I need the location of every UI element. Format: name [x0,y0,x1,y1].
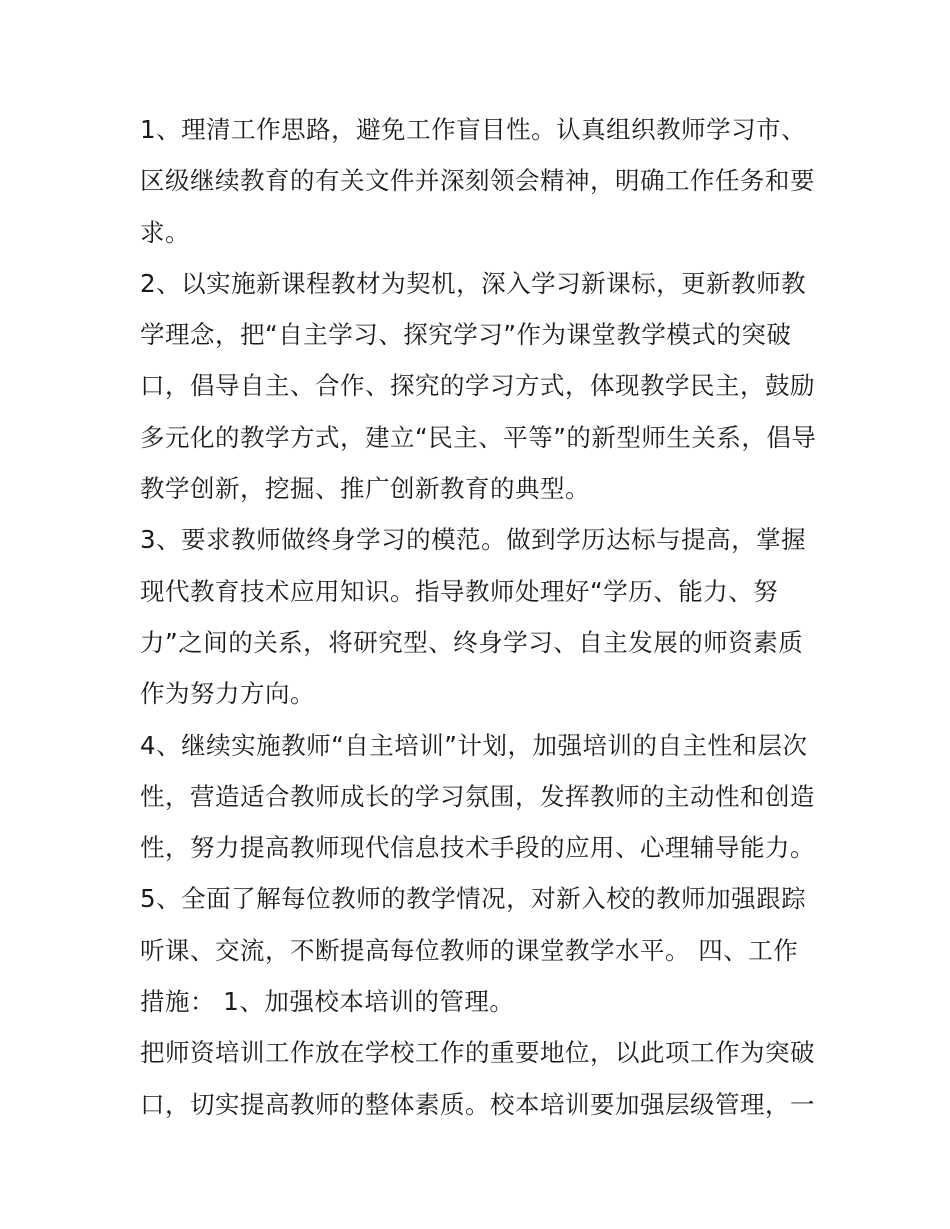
paragraph-6: 把师资培训工作放在学校工作的重要地位，以此项工作为突破口，切实提高教师的整体素质。校本培训要加强层级管理，一 [140,1038,815,1119]
paragraph-4: 4、继续实施教师“自主培训”计划，加强培训的自主性和层次性，营造适合教师成长的学习氛围，发挥教师的主动性和创造性，努力提高教师现代信息技术手段的应用、心理辅导能力。 [140,730,815,863]
paragraph-2: 2、以实施新课程教材为契机，深入学习新课标，更新教师教学理念，把“自主学习、探究学习”作为课堂教学模式的突破口，倡导自主、合作、探究的学习方式，体现教学民主，鼓励多元化的教学方式，建立“民主、平等”的新型师生关系，倡导教学创新，挖掘、推广创新教育的典型。 [140,268,817,504]
paragraph-3: 3、要求教师做终身学习的模范。做到学历达标与提高，掌握现代教育技术应用知识。指导教师处理好“学历、能力、努力”之间的关系，将研究型、终身学习、自主发展的师资素质作为努力方向。 [140,525,807,709]
document-body [140,104,820,1130]
paragraph-1: 1、理清工作思路，避免工作盲目性。认真组织教师学习市、区级继续教育的有关文件并深刻领会精神，明确工作任务和要求。 [140,115,815,247]
paragraph-5: 5、全面了解每位教师的教学情况，对新入校的教师加强跟踪听课、交流，不断提高每位教师的课堂教学水平。 四、工作措施： 1、加强校本培训的管理。 [140,884,807,1017]
